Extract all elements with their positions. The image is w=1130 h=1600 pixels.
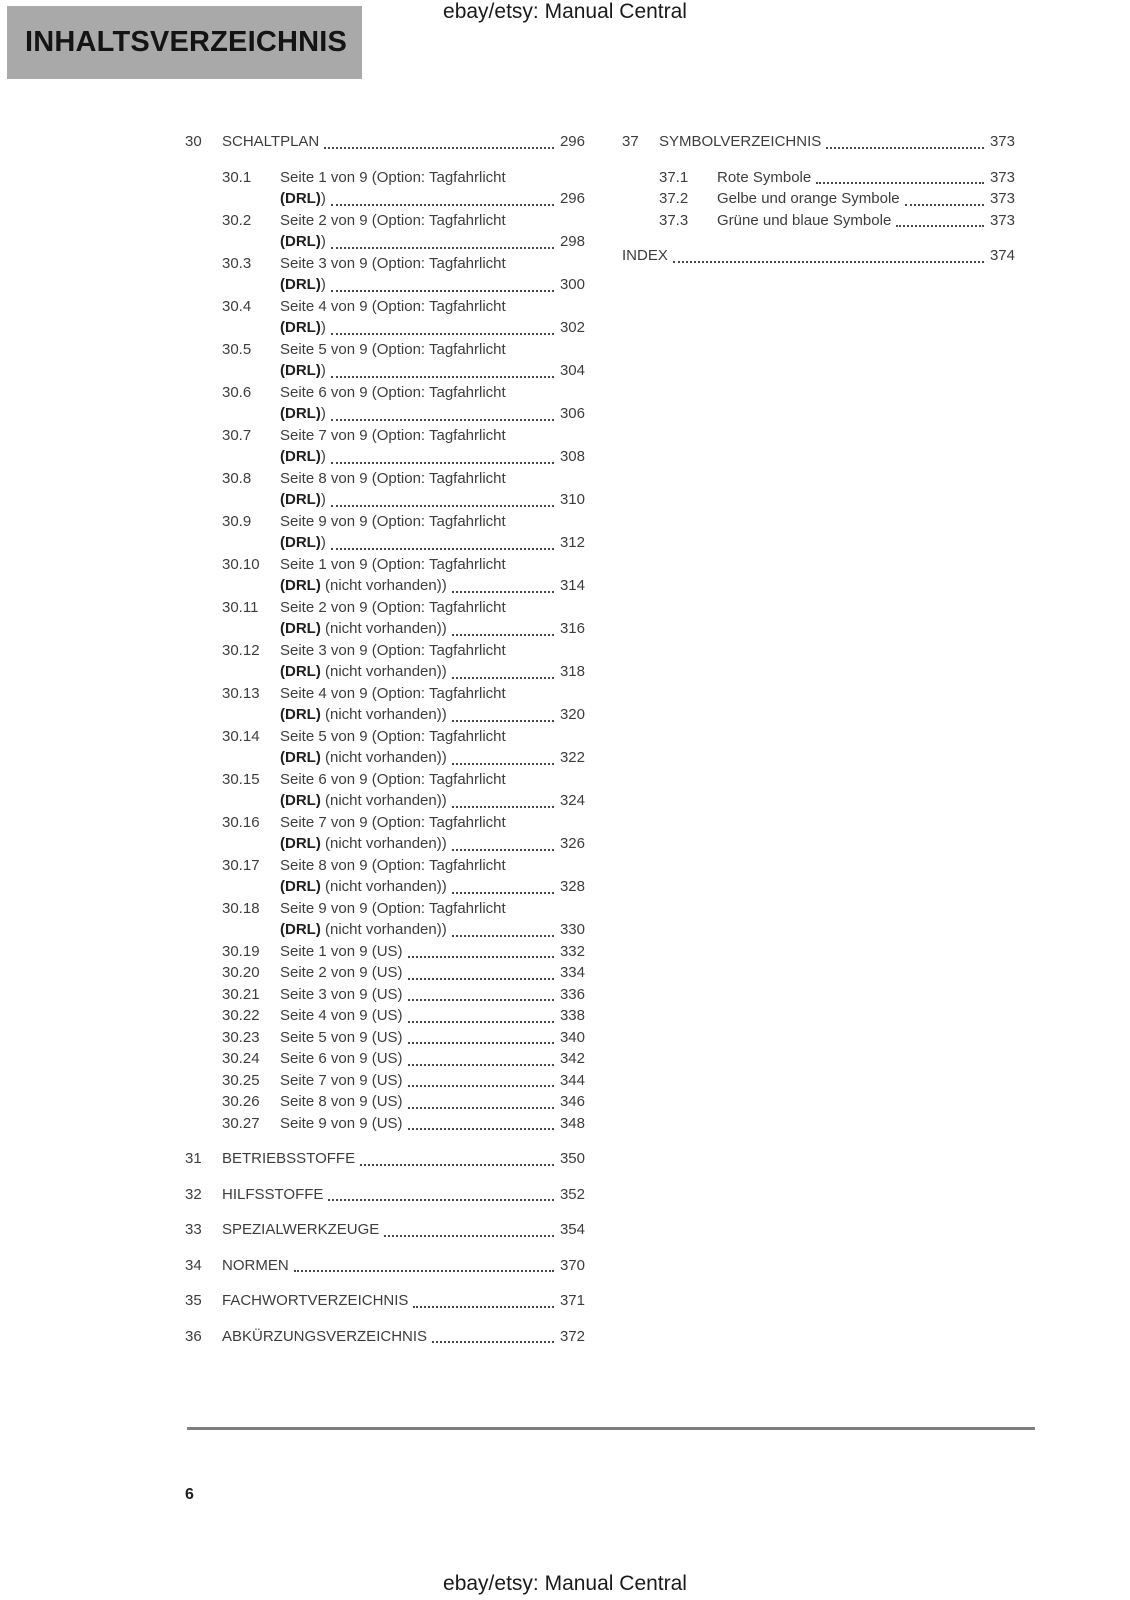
- entry-title-rest: ): [320, 233, 326, 250]
- entry-number: 31: [185, 1150, 202, 1167]
- entry-title: Seite 4 von 9 (US): [280, 1007, 403, 1024]
- entry-title-rest: ): [320, 405, 326, 422]
- dot-leader: [331, 333, 554, 335]
- entry-title-line1: Seite 1 von 9 (Option: Tagfahrlicht: [280, 168, 506, 186]
- dot-leader: [673, 261, 984, 263]
- entry-page: 334: [559, 964, 585, 981]
- entry-page: 332: [559, 942, 585, 960]
- entry-line: [280, 1005, 585, 1027]
- toc-entry-sub: [222, 511, 585, 554]
- entry-page: 354: [559, 1221, 585, 1238]
- entry-title-line2: [280, 317, 585, 339]
- entry-number: 30.21: [222, 985, 260, 1003]
- entry-page: 330: [559, 921, 585, 938]
- entry-line: [280, 1113, 585, 1135]
- entry-text-wrap: [280, 683, 585, 726]
- toc-entry-chapter: [185, 1255, 585, 1277]
- entry-line: [717, 210, 1015, 232]
- toc-entry-sub: [222, 554, 585, 597]
- entry-number: 30.4: [222, 297, 252, 315]
- toc-entry-sub: [222, 167, 585, 210]
- entry-title-line2: [280, 618, 585, 640]
- entry-bold-abbr: (DRL): [280, 190, 321, 207]
- entry-title-line2: [280, 876, 585, 898]
- entry-number: 30.25: [222, 1071, 260, 1089]
- page-number: 6: [185, 1486, 194, 1503]
- entry-page: 346: [559, 1093, 585, 1110]
- entry-page: 300: [559, 276, 585, 293]
- entry-number: 37.2: [659, 190, 689, 207]
- dot-leader: [294, 1270, 554, 1272]
- dot-leader: [452, 806, 554, 808]
- toc-entry-sub: [222, 855, 585, 898]
- dot-leader: [331, 505, 554, 507]
- entry-line: [222, 1290, 585, 1312]
- entry-line: [222, 1148, 585, 1170]
- dot-leader: [896, 225, 984, 227]
- entry-page: 310: [559, 491, 585, 508]
- entry-text-wrap: [280, 339, 585, 382]
- entry-title-line1: Seite 8 von 9 (Option: Tagfahrlicht: [280, 856, 506, 874]
- entry-line: [622, 245, 1015, 267]
- entry-page: 324: [559, 792, 585, 809]
- entry-text-wrap: [280, 640, 585, 683]
- entry-title: FACHWORTVERZEICHNIS: [222, 1292, 409, 1309]
- dot-leader: [331, 204, 554, 206]
- entry-page: 312: [559, 534, 585, 551]
- dot-leader: [816, 182, 984, 184]
- entry-number: 30.15: [222, 770, 260, 788]
- entry-number: 37.3: [659, 211, 689, 229]
- entry-title-line1: Seite 4 von 9 (Option: Tagfahrlicht: [280, 297, 506, 315]
- entry-title-line1: Seite 7 von 9 (Option: Tagfahrlicht: [280, 813, 506, 831]
- entry-title-line2: [280, 704, 585, 726]
- entry-page: 374: [989, 247, 1015, 264]
- entry-number: 30.12: [222, 641, 260, 659]
- toc-entry-sub: [222, 210, 585, 253]
- entry-line: [717, 167, 1015, 189]
- toc-entry-sub: [222, 769, 585, 812]
- entry-bold-abbr: (DRL): [280, 448, 321, 465]
- entry-line: [280, 984, 585, 1006]
- entry-text-wrap: [280, 296, 585, 339]
- dot-leader: [331, 290, 554, 292]
- toc-entry-sub: [659, 210, 1015, 232]
- entry-text-wrap: [280, 253, 585, 296]
- toc-entry-chapter: [622, 245, 1015, 267]
- entry-text-wrap: [280, 511, 585, 554]
- toc-entry-sub: [222, 1005, 585, 1027]
- entry-number: 30.27: [222, 1114, 260, 1132]
- toc-entry-sub: [222, 1048, 585, 1070]
- dot-leader: [384, 1235, 554, 1237]
- dot-leader: [452, 677, 554, 679]
- toc-entry-sub: [222, 296, 585, 339]
- entry-title: Gelbe und orange Symbole: [717, 190, 900, 207]
- dot-leader: [408, 1107, 554, 1109]
- dot-leader: [408, 1042, 554, 1044]
- entry-title-line1: Seite 8 von 9 (Option: Tagfahrlicht: [280, 469, 506, 487]
- entry-bold-abbr: (DRL): [280, 921, 321, 938]
- entry-line: [280, 1048, 585, 1070]
- entry-bold-abbr: (DRL): [280, 362, 321, 379]
- entry-page: 373: [989, 190, 1015, 207]
- dot-leader: [826, 147, 984, 149]
- entry-bold-abbr: (DRL): [280, 835, 321, 852]
- entry-number: 30.11: [222, 598, 259, 616]
- entry-line: [280, 1027, 585, 1049]
- toc-entry-chapter: [622, 131, 1015, 153]
- entry-bold-abbr: (DRL): [280, 276, 321, 293]
- entry-number: 30.7: [222, 426, 252, 444]
- entry-title: SPEZIALWERKZEUGE: [222, 1221, 380, 1238]
- entry-title-line1: Seite 7 von 9 (Option: Tagfahrlicht: [280, 426, 506, 444]
- entry-line: [222, 131, 585, 153]
- watermark-header: ebay/etsy: Manual Central: [443, 0, 687, 23]
- dot-leader: [331, 247, 554, 249]
- entry-title-line2: [280, 231, 585, 253]
- entry-title-line1: Seite 6 von 9 (Option: Tagfahrlicht: [280, 770, 506, 788]
- dot-leader: [324, 147, 554, 149]
- entry-page: 342: [559, 1050, 585, 1067]
- toc-column-right: [622, 131, 1015, 267]
- entry-title: BETRIEBSSTOFFE: [222, 1150, 356, 1167]
- entry-bold-abbr: (DRL): [280, 405, 321, 422]
- entry-title: Seite 2 von 9 (US): [280, 964, 403, 981]
- entry-title: HILFSSTOFFE: [222, 1185, 324, 1203]
- entry-title: Seite 9 von 9 (US): [280, 1114, 403, 1132]
- entry-title-rest: (nicht vorhanden)): [320, 792, 447, 809]
- toc-entry-sub: [222, 984, 585, 1006]
- entry-title-line2: [280, 532, 585, 554]
- entry-number: 30.23: [222, 1028, 260, 1046]
- entry-number: 30.26: [222, 1093, 260, 1110]
- entry-page: 322: [559, 749, 585, 766]
- entry-page: 320: [559, 706, 585, 723]
- toc-entry-sub: [222, 640, 585, 683]
- entry-title-line2: [280, 489, 585, 511]
- entry-text-wrap: [280, 554, 585, 597]
- entry-title: INDEX: [622, 247, 668, 264]
- entry-number: 30.24: [222, 1050, 260, 1067]
- entry-text-wrap: [280, 468, 585, 511]
- entry-title-line1: Seite 2 von 9 (Option: Tagfahrlicht: [280, 211, 506, 229]
- entry-number: 30.20: [222, 964, 260, 981]
- toc-entry-sub: [222, 898, 585, 941]
- entry-text-wrap: [280, 167, 585, 210]
- entry-title-line1: Seite 5 von 9 (Option: Tagfahrlicht: [280, 340, 506, 358]
- entry-number: 34: [185, 1256, 202, 1274]
- entry-line: [280, 1070, 585, 1092]
- entry-page: 306: [559, 405, 585, 422]
- toc-entry-sub: [222, 726, 585, 769]
- dot-leader: [408, 956, 554, 958]
- entry-line: [222, 1219, 585, 1241]
- toc-entry-sub: [222, 941, 585, 963]
- entry-title-rest: (nicht vorhanden)): [320, 620, 447, 637]
- entry-line: [222, 1255, 585, 1277]
- entry-number: 33: [185, 1221, 202, 1238]
- entry-page: 344: [559, 1071, 585, 1089]
- entry-page: 373: [989, 168, 1015, 186]
- entry-number: 32: [185, 1185, 202, 1203]
- entry-bold-abbr: (DRL): [280, 233, 321, 250]
- entry-title-rest: (nicht vorhanden)): [320, 878, 447, 895]
- dot-leader: [452, 892, 554, 894]
- entry-page: 348: [559, 1114, 585, 1132]
- entry-title-line2: [280, 661, 585, 683]
- entry-page: 371: [559, 1292, 585, 1309]
- entry-title-line2: [280, 403, 585, 425]
- toc-entry-sub: [222, 339, 585, 382]
- entry-title-line2: [280, 274, 585, 296]
- entry-text-wrap: [280, 597, 585, 640]
- toc-entry-sub: [222, 683, 585, 726]
- entry-number: 30.8: [222, 469, 252, 487]
- entry-title: Seite 6 von 9 (US): [280, 1050, 403, 1067]
- entry-title-rest: ): [320, 448, 326, 465]
- watermark-footer: ebay/etsy: Manual Central: [443, 1572, 687, 1595]
- entry-title-line2: [280, 833, 585, 855]
- dot-leader: [408, 1085, 554, 1087]
- entry-number: 30.18: [222, 899, 260, 917]
- entry-page: 352: [559, 1185, 585, 1203]
- dot-leader: [328, 1199, 554, 1201]
- entry-page: 326: [559, 835, 585, 852]
- entry-page: 373: [989, 211, 1015, 229]
- entry-title-line1: Seite 1 von 9 (Option: Tagfahrlicht: [280, 555, 506, 573]
- entry-title-rest: ): [320, 190, 326, 207]
- entry-title-rest: (nicht vorhanden)): [320, 706, 447, 723]
- page-title: INHALTSVERZEICHNIS: [25, 26, 348, 58]
- entry-line: [659, 131, 1015, 153]
- entry-text-wrap: [280, 382, 585, 425]
- entry-line: [222, 1184, 585, 1206]
- entry-number: 30.1: [222, 168, 252, 186]
- toc-entry-chapter: [185, 1326, 585, 1348]
- entry-number: 30.6: [222, 383, 252, 401]
- entry-bold-abbr: (DRL): [280, 706, 321, 723]
- entry-title: Grüne und blaue Symbole: [717, 211, 892, 229]
- dot-leader: [905, 204, 984, 206]
- entry-bold-abbr: (DRL): [280, 663, 321, 680]
- entry-number: 30.22: [222, 1007, 260, 1024]
- toc-entry-sub: [222, 253, 585, 296]
- toc-entry-chapter: [185, 131, 585, 153]
- dot-leader: [413, 1306, 554, 1308]
- entry-line: [280, 1091, 585, 1113]
- entry-title: Seite 7 von 9 (US): [280, 1071, 403, 1089]
- entry-bold-abbr: (DRL): [280, 792, 321, 809]
- toc-entry-chapter: [185, 1148, 585, 1170]
- entry-page: 302: [559, 319, 585, 336]
- toc-column-left: [185, 131, 585, 1347]
- entry-page: 298: [559, 233, 585, 250]
- entry-line: [280, 962, 585, 984]
- entry-title-line1: Seite 6 von 9 (Option: Tagfahrlicht: [280, 383, 506, 401]
- entry-title-rest: (nicht vorhanden)): [320, 921, 447, 938]
- entry-title-rest: ): [320, 276, 326, 293]
- toc-entry-sub: [222, 1027, 585, 1049]
- entry-page: 308: [559, 448, 585, 465]
- entry-bold-abbr: (DRL): [280, 534, 321, 551]
- entry-page: 338: [559, 1007, 585, 1024]
- toc-entry-sub: [222, 812, 585, 855]
- entry-number: 30: [185, 133, 202, 150]
- entry-page: 296: [559, 190, 585, 207]
- entry-title: Seite 5 von 9 (US): [280, 1028, 403, 1046]
- dot-leader: [360, 1164, 554, 1166]
- entry-title-line1: Seite 4 von 9 (Option: Tagfahrlicht: [280, 684, 506, 702]
- entry-title-rest: ): [320, 491, 326, 508]
- entry-title-line2: [280, 919, 585, 941]
- toc-entry-sub: [222, 597, 585, 640]
- toc-entry-sub: [222, 1113, 585, 1135]
- entry-line: [222, 1326, 585, 1348]
- footer-rule: [187, 1427, 1035, 1430]
- dot-leader: [452, 591, 554, 593]
- entry-number: 37.1: [659, 168, 689, 186]
- dot-leader: [331, 419, 554, 421]
- dot-leader: [408, 978, 554, 980]
- entry-line: [717, 188, 1015, 210]
- entry-number: 36: [185, 1327, 202, 1345]
- entry-title-line1: Seite 5 von 9 (Option: Tagfahrlicht: [280, 727, 506, 745]
- dot-leader: [331, 548, 554, 550]
- toc-entry-chapter: [185, 1290, 585, 1312]
- entry-text-wrap: [280, 210, 585, 253]
- dot-leader: [452, 634, 554, 636]
- toc-entry-sub: [222, 1091, 585, 1113]
- entry-text-wrap: [280, 898, 585, 941]
- entry-title-rest: (nicht vorhanden)): [320, 663, 447, 680]
- entry-title-line2: [280, 360, 585, 382]
- entry-title-line1: Seite 9 von 9 (Option: Tagfahrlicht: [280, 512, 506, 530]
- entry-page: 350: [559, 1150, 585, 1167]
- entry-title-line1: Seite 9 von 9 (Option: Tagfahrlicht: [280, 899, 506, 917]
- entry-number: 37: [622, 133, 639, 150]
- entry-title-rest: ): [320, 319, 326, 336]
- entry-text-wrap: [280, 812, 585, 855]
- entry-title: NORMEN: [222, 1256, 289, 1274]
- entry-title: ABKÜRZUNGSVERZEICHNIS: [222, 1327, 428, 1345]
- entry-text-wrap: [280, 769, 585, 812]
- entry-number: 30.14: [222, 727, 260, 745]
- entry-number: 30.19: [222, 942, 260, 960]
- entry-number: 30.16: [222, 813, 260, 831]
- entry-number: 30.10: [222, 555, 260, 573]
- entry-page: 336: [559, 985, 585, 1003]
- entry-bold-abbr: (DRL): [280, 620, 321, 637]
- toc-entry-sub: [222, 425, 585, 468]
- entry-number: 30.3: [222, 254, 252, 272]
- toc-entry-chapter: [185, 1184, 585, 1206]
- entry-bold-abbr: (DRL): [280, 577, 321, 594]
- entry-title-rest: (nicht vorhanden)): [320, 577, 447, 594]
- entry-title-line2: [280, 188, 585, 210]
- entry-page: 340: [559, 1028, 585, 1046]
- entry-title-line2: [280, 747, 585, 769]
- dot-leader: [408, 999, 554, 1001]
- dot-leader: [452, 849, 554, 851]
- entry-title: SCHALTPLAN: [222, 133, 320, 150]
- entry-title: Seite 8 von 9 (US): [280, 1093, 403, 1110]
- entry-page: 314: [559, 577, 585, 594]
- entry-number: 30.13: [222, 684, 260, 702]
- dot-leader: [331, 376, 554, 378]
- entry-page: 328: [559, 878, 585, 895]
- entry-page: 372: [559, 1327, 585, 1345]
- toc-entry-sub: [659, 167, 1015, 189]
- entry-title-rest: (nicht vorhanden)): [320, 749, 447, 766]
- entry-title-line1: Seite 3 von 9 (Option: Tagfahrlicht: [280, 641, 506, 659]
- entry-number: 30.9: [222, 512, 252, 530]
- entry-bold-abbr: (DRL): [280, 319, 321, 336]
- entry-text-wrap: [280, 855, 585, 898]
- entry-page: 316: [559, 620, 585, 637]
- entry-title-line1: Seite 2 von 9 (Option: Tagfahrlicht: [280, 598, 506, 616]
- toc-entry-chapter: [185, 1219, 585, 1241]
- entry-title-line2: [280, 446, 585, 468]
- entry-number: 30.17: [222, 856, 260, 874]
- entry-title-rest: ): [320, 534, 326, 551]
- entry-title: SYMBOLVERZEICHNIS: [659, 133, 822, 150]
- entry-bold-abbr: (DRL): [280, 878, 321, 895]
- dot-leader: [408, 1064, 554, 1066]
- entry-number: 30.2: [222, 211, 252, 229]
- entry-title-line2: [280, 790, 585, 812]
- dot-leader: [452, 763, 554, 765]
- entry-title: Seite 3 von 9 (US): [280, 985, 403, 1003]
- toc-entry-sub: [222, 1070, 585, 1092]
- entry-text-wrap: [280, 726, 585, 769]
- toc-entry-sub: [659, 188, 1015, 210]
- dot-leader: [432, 1341, 554, 1343]
- entry-line: [280, 941, 585, 963]
- entry-bold-abbr: (DRL): [280, 491, 321, 508]
- entry-text-wrap: [280, 425, 585, 468]
- entry-page: 373: [989, 133, 1015, 150]
- entry-title-line1: Seite 3 von 9 (Option: Tagfahrlicht: [280, 254, 506, 272]
- dot-leader: [331, 462, 554, 464]
- entry-title-rest: ): [320, 362, 326, 379]
- toc-entry-sub: [222, 962, 585, 984]
- entry-title-rest: (nicht vorhanden)): [320, 835, 447, 852]
- entry-title: Rote Symbole: [717, 168, 812, 186]
- dot-leader: [408, 1021, 554, 1023]
- entry-page: 370: [559, 1256, 585, 1274]
- entry-page: 318: [559, 663, 585, 680]
- dot-leader: [408, 1128, 554, 1130]
- page-title-box: [7, 6, 362, 79]
- toc-entry-sub: [222, 382, 585, 425]
- dot-leader: [452, 720, 554, 722]
- toc-entry-sub: [222, 468, 585, 511]
- entry-page: 304: [559, 362, 585, 379]
- entry-number: 30.5: [222, 340, 252, 358]
- entry-page: 296: [559, 133, 585, 150]
- entry-title-line2: [280, 575, 585, 597]
- dot-leader: [452, 935, 554, 937]
- entry-number: 35: [185, 1292, 202, 1309]
- entry-bold-abbr: (DRL): [280, 749, 321, 766]
- entry-title: Seite 1 von 9 (US): [280, 942, 403, 960]
